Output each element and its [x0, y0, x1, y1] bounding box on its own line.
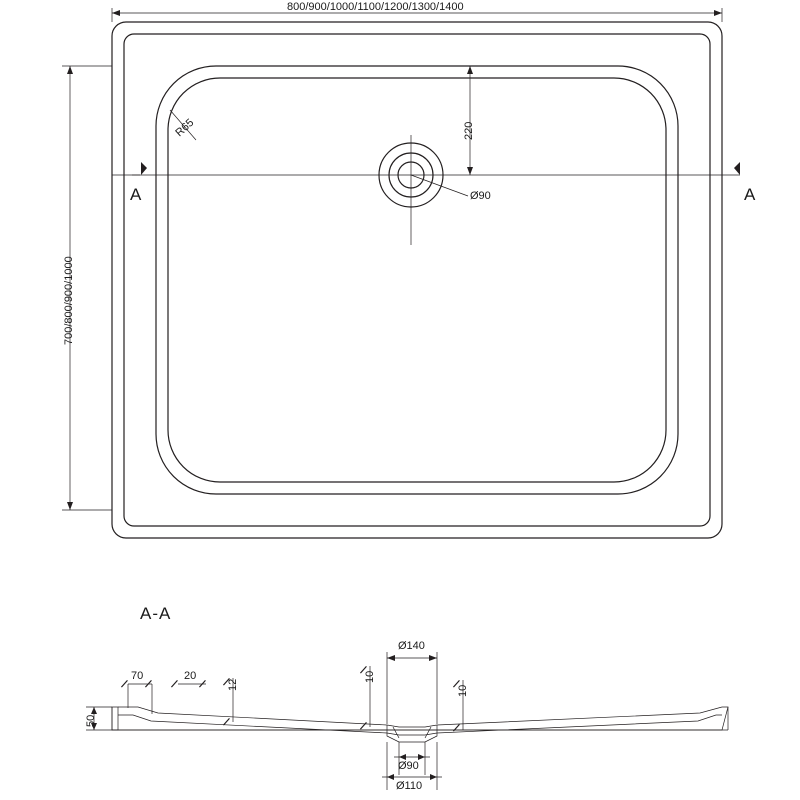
arrow-bore90-right — [418, 754, 425, 760]
dim-label-total-height: 50 — [85, 714, 97, 727]
tray-basin-outline-outer — [156, 66, 678, 494]
plan-top-dimension-label: 800/900/1000/1100/1200/1300/1400 — [287, 1, 464, 13]
tray-basin-outline-inner — [168, 78, 666, 482]
section-profile-outline — [112, 707, 118, 730]
arrow-top-right — [714, 10, 722, 16]
section-profile-inner-slope — [118, 715, 722, 735]
tick-rib20-a — [171, 680, 178, 687]
arrow-drain-bottom — [467, 167, 473, 175]
dim-label-bore-outer: Ø110 — [396, 780, 423, 792]
dim-label-bore-inner: Ø90 — [398, 760, 419, 772]
arrow-bore140-left — [387, 655, 395, 661]
section-drain-left-wall — [393, 727, 399, 738]
tick-step10b-b — [453, 724, 460, 731]
section-marker-right: A — [744, 185, 757, 204]
dim-label-drain-step-right: 10 — [457, 684, 469, 697]
arrow-top-left — [112, 10, 120, 16]
drain-offset-label: 220 — [463, 121, 475, 140]
drain-diameter-label: Ø90 — [470, 190, 491, 202]
arrow-bore110-left — [387, 774, 394, 780]
dim-label-rib-width: 20 — [184, 670, 197, 682]
tick-edge70-a — [121, 680, 128, 687]
tick-step10-b — [360, 722, 367, 729]
section-arrow-right — [734, 162, 740, 175]
section-drain-right-wall — [425, 727, 431, 738]
arrow-left-top — [67, 66, 73, 74]
tray-inner-step-outline — [124, 34, 710, 526]
dim-label-slope-height: 12 — [227, 678, 239, 691]
arrow-h50-top — [91, 707, 97, 714]
section-drain-recess — [387, 725, 437, 742]
section-title: A-A — [140, 604, 172, 623]
dim-label-edge-width: 70 — [131, 670, 144, 682]
section-arrow-left — [141, 162, 147, 175]
tick-slope12-b — [223, 718, 230, 725]
arrow-drain-top — [467, 66, 473, 74]
tray-outer-outline — [112, 22, 722, 538]
section-profile-body — [112, 707, 728, 730]
plan-left-dimension-label: 700/800/900/1000 — [63, 256, 75, 345]
section-marker-left: A — [130, 185, 143, 204]
corner-radius-label: R65 — [173, 116, 197, 140]
arrow-bore140-right — [429, 655, 437, 661]
dim-label-drain-step-left: 10 — [364, 670, 376, 683]
arrow-left-bottom — [67, 502, 73, 510]
arrow-bore110-right — [430, 774, 437, 780]
dim-label-top-bore: Ø140 — [398, 640, 425, 652]
